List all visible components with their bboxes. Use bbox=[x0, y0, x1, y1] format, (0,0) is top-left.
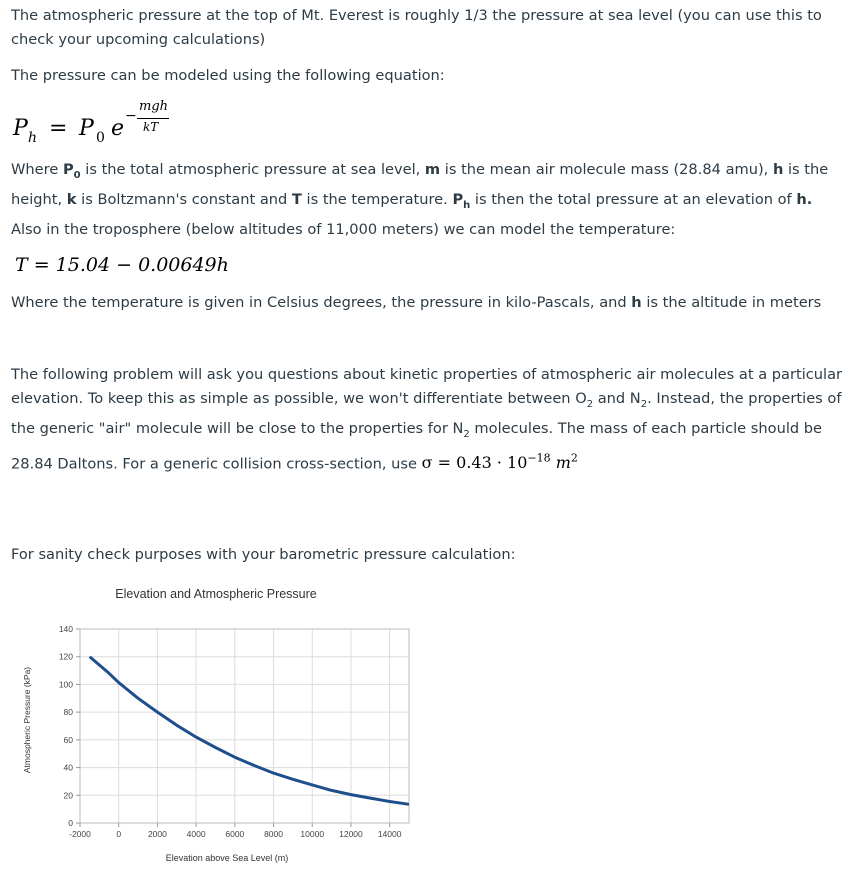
def-ph bbox=[452, 190, 471, 211]
x-tick-label: 2000 bbox=[147, 829, 167, 839]
y-tick-label: 120 bbox=[58, 651, 73, 662]
y-tick-label: 140 bbox=[58, 624, 73, 634]
problem-t1: The following problem will ask you questions about kinetic properties of atmospheric air molecules at a particular elevation. To keep this as simple as possible, we won't differentiate between O bbox=[11, 366, 843, 407]
y-tick-label: 20 bbox=[63, 790, 73, 801]
eq-lhs: P bbox=[13, 116, 28, 141]
units-t1: Where the temperature is given in Celsius degrees, the pressure in kilo-Pascals, and bbox=[11, 294, 632, 311]
x-tick-label: 6000 bbox=[225, 829, 245, 839]
eq-minus: − bbox=[125, 108, 137, 124]
eq-denominator: kT bbox=[143, 120, 159, 134]
def-m: m bbox=[424, 161, 441, 178]
problem-and: and N bbox=[593, 390, 641, 407]
chart-series-line bbox=[90, 657, 409, 805]
problem-t2: . Instead, the properties of the generic "air" molecule will be close to the properties for N bbox=[11, 390, 842, 437]
pressure-equation bbox=[13, 96, 213, 146]
eq-p0-sub: 0 bbox=[96, 130, 105, 146]
def-ph-sub: h bbox=[463, 199, 471, 211]
definitions-paragraph bbox=[11, 158, 856, 218]
chart-title: Elevation and Atmospheric Pressure bbox=[115, 587, 317, 601]
def-t5: is the temperature. bbox=[301, 190, 453, 208]
def-k: k bbox=[66, 190, 77, 208]
problem-n-sub: 2 bbox=[640, 398, 648, 410]
x-tick-label: 4000 bbox=[186, 829, 206, 839]
chart-x-label: Elevation above Sea Level (m) bbox=[165, 853, 289, 863]
y-tick-label: 80 bbox=[63, 707, 73, 718]
problem-o-sub: 2 bbox=[586, 398, 594, 410]
sigma-exp: −18 bbox=[527, 451, 551, 465]
def-p0-label: P bbox=[62, 161, 74, 178]
def-t2: is the mean air molecule mass (28.84 amu), bbox=[440, 161, 773, 178]
sigma-unit: m bbox=[550, 453, 571, 473]
units-h: h bbox=[631, 294, 642, 311]
eq-p0: P bbox=[79, 116, 94, 141]
units-note bbox=[11, 291, 821, 315]
def-where: Where bbox=[11, 161, 63, 178]
def-t3: is the height, bbox=[11, 161, 829, 208]
def-T: T bbox=[291, 190, 302, 208]
units-t2: is the altitude in meters bbox=[641, 294, 822, 311]
problem-t3: molecules. The mass of each particle should be 28.84 Daltons. For a generic collision cross-section, use bbox=[11, 419, 823, 473]
eq-numerator: mgh bbox=[139, 99, 169, 114]
problem-paragraph bbox=[11, 363, 856, 476]
x-tick-label: -2000 bbox=[69, 829, 91, 839]
def-h: h bbox=[772, 161, 784, 178]
plot-frame bbox=[80, 629, 409, 823]
temperature-equation-text: T = 15.04 − 0.00649h bbox=[15, 254, 229, 276]
temperature-equation bbox=[15, 254, 229, 276]
x-tick-label: 0 bbox=[116, 829, 122, 839]
eq-e: e bbox=[111, 116, 125, 141]
y-tick-label: 100 bbox=[58, 679, 73, 690]
eq-lhs-sub: h bbox=[28, 130, 38, 146]
def-p0 bbox=[62, 161, 81, 181]
def-t4: is Boltzmann's constant and bbox=[76, 190, 292, 208]
sanity-note: For sanity check purposes with your barometric pressure calculation: bbox=[11, 546, 516, 563]
def-t6: is then the total pressure at an elevation of bbox=[470, 190, 797, 208]
eq-fraction-bar bbox=[137, 118, 169, 119]
eq-equals: = bbox=[49, 116, 68, 141]
def-h2: h. bbox=[796, 190, 813, 208]
x-tick-label: 12000 bbox=[339, 829, 363, 839]
everest-note: The atmospheric pressure at the top of Mt. Everest is roughly 1/3 the pressure at sea level (you can use this to check your upcoming calculations) bbox=[11, 7, 822, 48]
def-p0-sub: 0 bbox=[73, 169, 81, 181]
y-tick-label: 40 bbox=[63, 762, 73, 773]
sigma-unit-exp: 2 bbox=[570, 451, 578, 465]
chart-y-label: Atmospheric Pressure (kPa) bbox=[22, 666, 32, 774]
y-tick-label: 0 bbox=[68, 818, 73, 828]
pressure-chart bbox=[11, 580, 431, 870]
model-intro: The pressure can be modeled using the following equation: bbox=[11, 67, 445, 84]
sigma-expression bbox=[422, 453, 578, 472]
def-t1: is the total atmospheric pressure at sea level, bbox=[80, 161, 425, 178]
troposphere-note: Also in the troposphere (below altitudes of 11,000 meters) we can model the temperature: bbox=[11, 221, 676, 238]
x-tick-label: 14000 bbox=[377, 829, 402, 839]
y-tick-label: 60 bbox=[63, 734, 73, 745]
problem-n-sub2: 2 bbox=[463, 428, 470, 440]
def-ph-label: P bbox=[452, 190, 464, 208]
chart-grid bbox=[80, 629, 409, 823]
x-tick-label: 10000 bbox=[300, 829, 325, 839]
sigma-base: σ = 0.43 · 10 bbox=[421, 453, 528, 473]
x-tick-label: 8000 bbox=[264, 829, 283, 839]
